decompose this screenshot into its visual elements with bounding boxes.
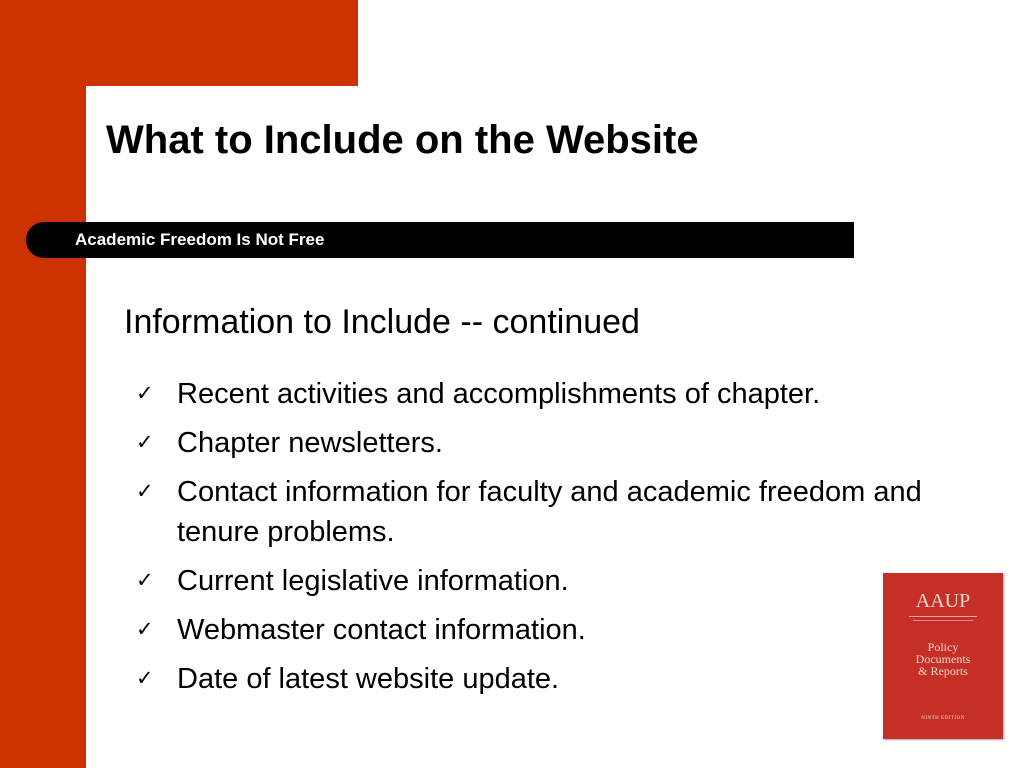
check-mark-icon: ✓ xyxy=(136,569,154,592)
check-mark-icon: ✓ xyxy=(136,618,154,641)
book-brand: AAUP xyxy=(915,590,971,612)
bullet-text: Webmaster contact information. xyxy=(177,614,586,646)
bullet-text: Date of latest website update. xyxy=(177,663,560,695)
banner-bar xyxy=(26,222,854,258)
book-subtitle-line xyxy=(913,620,973,621)
book-divider xyxy=(909,616,977,617)
bullet-item xyxy=(136,374,956,414)
bullet-item xyxy=(136,561,956,601)
check-mark-icon: ✓ xyxy=(136,431,154,454)
check-mark-icon: ✓ xyxy=(136,480,154,503)
bullet-item xyxy=(136,423,956,463)
bullet-text: Contact information for faculty and academic freedom and tenure problems. xyxy=(177,476,922,548)
check-mark-icon: ✓ xyxy=(136,382,154,405)
book-title-line: Documents xyxy=(915,652,971,666)
book-edition: NINTH EDITION xyxy=(921,716,965,721)
top-accent-block xyxy=(0,0,358,86)
bullet-item xyxy=(136,659,956,699)
banner-text: Academic Freedom Is Not Free xyxy=(75,230,325,249)
bullet-text: Recent activities and accomplishments of chapter. xyxy=(177,378,821,410)
aaup-book-cover-image xyxy=(883,573,1003,739)
book-title xyxy=(883,641,1003,677)
bullet-list xyxy=(136,374,956,708)
left-accent-bar xyxy=(0,0,86,768)
book-title-line: Policy xyxy=(927,640,959,654)
bullet-text: Chapter newsletters. xyxy=(177,427,443,459)
bullet-item xyxy=(136,472,937,552)
bullet-text: Current legislative information. xyxy=(177,565,569,597)
book-title-line: & Reports xyxy=(918,664,968,678)
bullet-item xyxy=(136,610,956,650)
slide-subtitle: Information to Include -- continued xyxy=(124,303,640,341)
check-mark-icon: ✓ xyxy=(136,667,154,690)
slide-title: What to Include on the Website xyxy=(106,118,699,162)
